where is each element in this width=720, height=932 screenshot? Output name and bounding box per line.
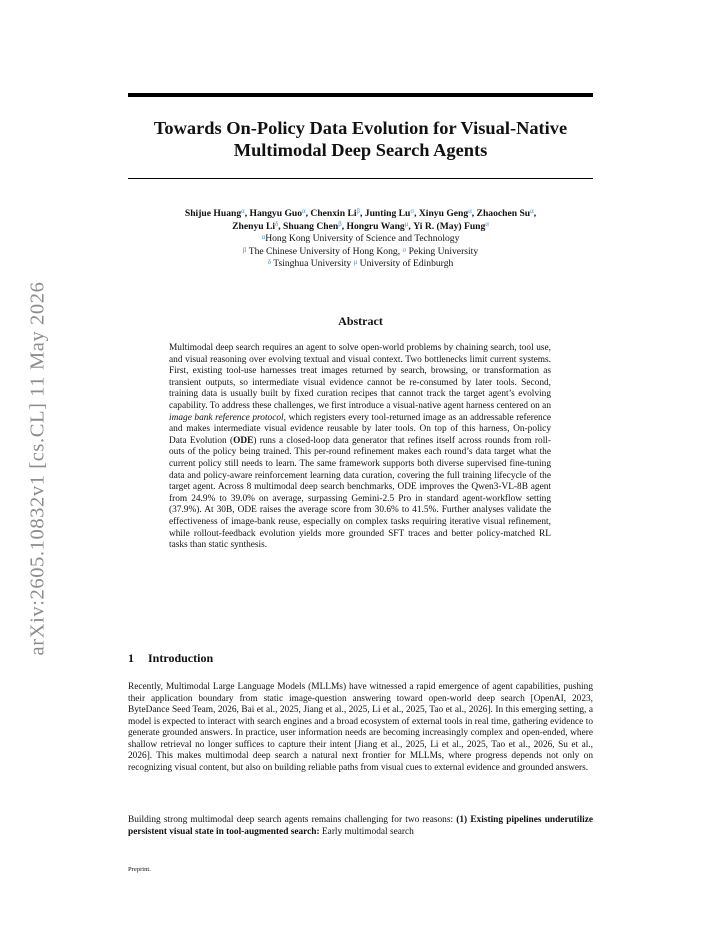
author: Xinyu Geng$^\alpha$,	[418, 208, 477, 219]
paper-title-line-2: Multimodal Deep Search Agents	[233, 140, 488, 160]
affiliation-line: $^\delta$ Tsinghua University $^\mu$ University of Edinburgh	[267, 258, 454, 270]
intro-bold-claim: (1) Existing pipelines underutilize persistent visual state in tool-augmented search:	[128, 815, 593, 837]
arxiv-identifier	[22, 258, 54, 678]
affiliation-line: $^\beta$ The Chinese University of Hong Kong, $^\sigma$ Peking University	[242, 245, 479, 257]
abstract-emphasis: image bank reference protocol	[169, 412, 284, 423]
author: Zhenyu $Li^\delta$,	[232, 220, 284, 232]
intro-paragraph-1: Recently, Multimodal Large Language Models (MLLMs) have witnessed a rapid emergence of agent capabilities, pushing their application boundary from static image-question answering toward open-world deep search [OpenAI, 2023, ByteDance Seed Team, 2026, Bai et al., 2025, Jiang et al., 2025, Li et al., 2025, Tao et al., 2026]. In this emerging setting, a model is expected to interact with search engines and a broad ecosystem of external tools in real time, gathering evidence to generate grounded answers. In practice, user information needs are becoming increasingly complex and open-ended, where shallow retrieval no longer suffices to capture their intent [Jiang et al., 2025, Li et al., 2025, Tao et al., 2026, Su et al., 2026]. This makes multimodal deep search a natural next frontier for MLLMs, where progress depends not only on recognizing visual content, but also on building reliable paths from visual cues to external evidence and grounded answers.	[128, 682, 593, 773]
section-number: 1	[128, 651, 134, 665]
section-heading	[128, 651, 213, 666]
author: Chenxin $Li^\beta$,	[310, 208, 365, 219]
paper-title	[128, 117, 593, 161]
abstract-body: Multimodal deep search requires an agent to solve open-world problems by chaining search, tool use, and visual reasoning over evolving textual and visual context. Two bottlenecks limit current systems. First, existing tool-use harnesses treat images returned by search, browsing, or transformation as transient outputs, so intermediate visual evidence cannot be re-consumed by later tools. Second, training data is usually built by fixed curation recipes that cannot track the target agent’s evolving capability. To address these challenges, we first introduce a visual-native agent harness centered on an image bank reference protocol, which registers every tool-returned image as an addressable reference and makes intermediate visual evidence reusable by later tools. On top of this harness, On-policy Data Evolution (ODE) runs a closed-loop data generator that refines itself across rounds from roll-outs of the policy being trained. This per-round refinement makes each round’s data target what the current policy still needs to learn. The same framework supports both diverse supervised fine-tuning data and policy-aware reinforcement learning data curation, covering the full training lifecycle of the target agent. Across 8 multimodal deep search benchmarks, ODE improves the Qwen3-VL-8B agent from 24.9% to 39.0% on average, surpassing Gemini-2.5 Pro in standard agent-workflow setting (37.9%). At 30B, ODE raises the average score from 30.6% to 41.5%. Further analyses validate the effectiveness of image-bank reuse, especially on complex tasks requiring iterative visual refinement, while rollout-feedback evolution yields more grounded SFT traces and better policy-matched RL tasks than static synthesis.	[169, 343, 552, 551]
page-footer: Preprint.	[128, 866, 151, 873]
arxiv-identifier-text: arXiv:2605.10832v1 [cs.CL] 11 May 2026	[26, 281, 49, 655]
paper-title-line-1: Towards On-Policy Data Evolution for Visual-Native	[153, 118, 568, 138]
author-names	[128, 208, 593, 233]
abstract-acronym: ODE	[233, 435, 254, 446]
title-bottom-rule	[128, 178, 593, 179]
author-block	[128, 208, 593, 271]
title-top-rule	[128, 93, 593, 97]
author: Hangyu Guo$^\alpha$,	[249, 208, 311, 219]
author: Zhaochen $Su^\alpha$,	[476, 208, 537, 219]
author: Hongru Wang$^\mu$,	[346, 220, 414, 232]
section-title: Introduction	[148, 651, 214, 665]
author-line-1	[128, 208, 593, 221]
author: Shuang Chen$^\beta$,	[283, 220, 347, 232]
author: Junting $Lu^\sigma$,	[364, 208, 419, 219]
intro-paragraph-2: Building strong multimodal deep search agents remains challenging for two reasons: (1) Existing pipelines underutilize persistent visual state in tool-augmented search: Early multimodal search	[128, 815, 593, 837]
affiliation-line: $^\alpha$Hong Kong University of Science and Technology	[261, 233, 460, 245]
author-line-2	[128, 221, 593, 234]
abstract-heading: Abstract	[338, 314, 383, 328]
author: Shijue Huang$^\alpha$,	[184, 208, 250, 219]
author: Yi R. (May) Fung$^\alpha$	[413, 220, 489, 232]
